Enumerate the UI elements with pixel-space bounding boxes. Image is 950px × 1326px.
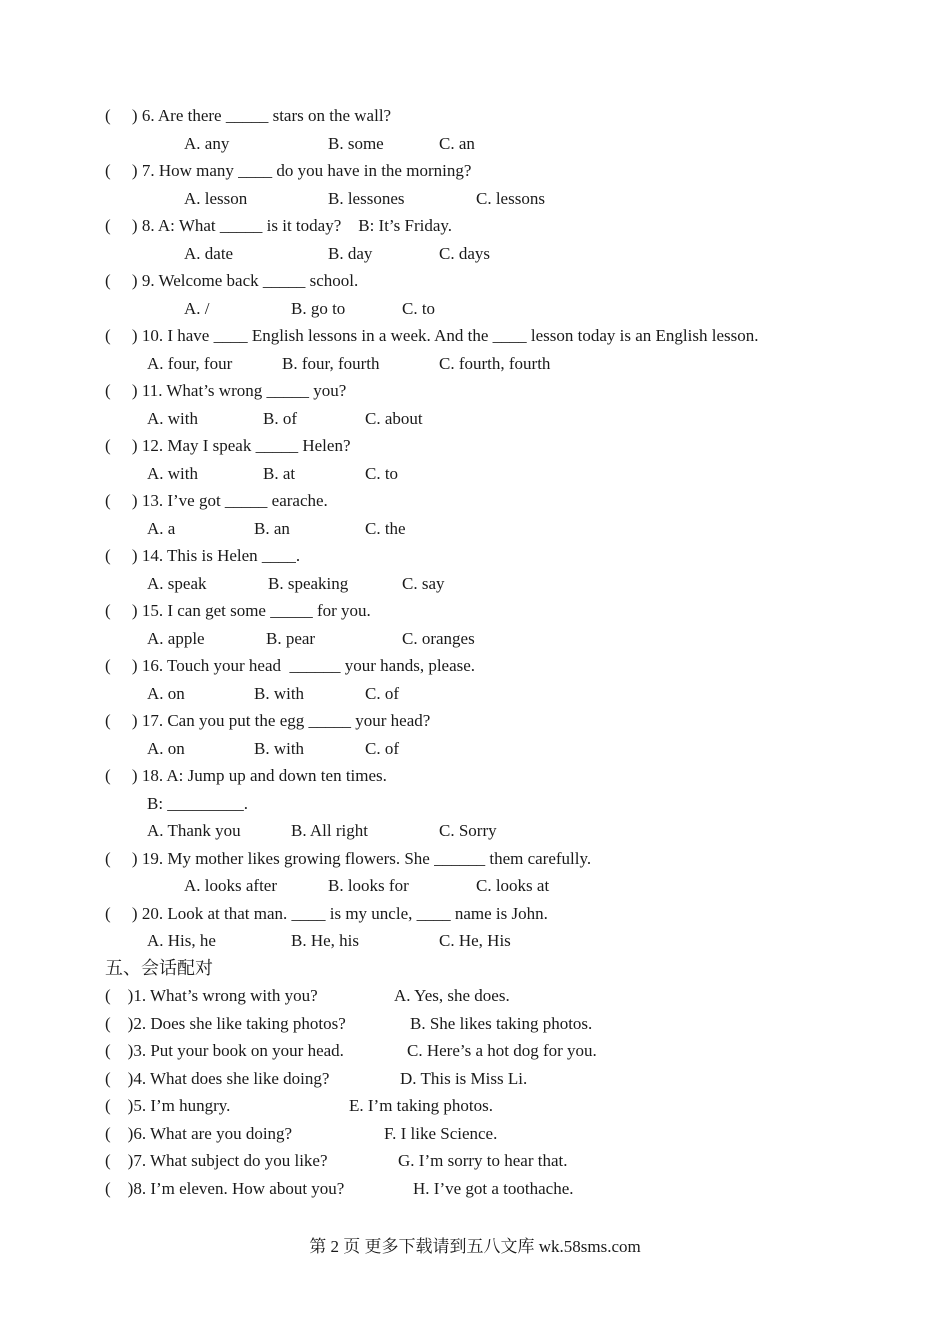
match-answer-c: C. Here’s a hot dog for you. (407, 1041, 597, 1060)
option-a: A. on (147, 739, 185, 758)
option-b: B. day (328, 244, 373, 263)
option-b: B. some (328, 134, 384, 153)
question-20: ( ) 20. Look at that man. ____ is my uncle, ____ name is John. (105, 904, 548, 923)
options-6 (0, 133, 950, 155)
option-c: C. days (439, 244, 490, 263)
match-answer-g: G. I’m sorry to hear that. (398, 1151, 568, 1170)
option-c: C. Sorry (439, 821, 497, 840)
options-10 (0, 353, 950, 375)
question-15: ( ) 15. I can get some _____ for you. (105, 601, 371, 620)
option-b: B. at (263, 464, 296, 483)
option-b: B. of (263, 409, 297, 428)
option-b: B. pear (266, 629, 316, 648)
page-footer: 第 2 页 更多下载请到五八文库 wk.58sms.com (309, 1237, 641, 1256)
question-8: ( ) 8. A: What _____ is it today? B: It’s Friday. (105, 216, 453, 235)
option-a: A. looks after (184, 876, 278, 895)
options-13 (0, 518, 950, 540)
option-c: C. fourth, fourth (439, 354, 551, 373)
match-question-4: ( )4. What does she like doing? (105, 1069, 330, 1088)
question-19: ( ) 19. My mother likes growing flowers. She ______ them carefully. (105, 849, 592, 868)
option-c: C. to (402, 299, 436, 318)
question-7: ( ) 7. How many ____ do you have in the morning? (105, 161, 472, 180)
option-b: B. speaking (268, 574, 349, 593)
option-c: C. looks at (476, 876, 550, 895)
option-a: A. / (184, 299, 210, 318)
option-c: C. about (365, 409, 423, 428)
question-18: ( ) 18. A: Jump up and down ten times. (105, 766, 387, 785)
options-7 (0, 188, 950, 210)
option-b: B. All right (291, 821, 368, 840)
option-c: C. the (365, 519, 406, 538)
options-16 (0, 683, 950, 705)
option-c: C. lessons (476, 189, 545, 208)
option-b: B. with (254, 739, 305, 758)
match-answer-b: B. She likes taking photos. (410, 1014, 593, 1033)
options-18 (0, 820, 950, 842)
options-14 (0, 573, 950, 595)
match-question-6: ( )6. What are you doing? (105, 1124, 293, 1143)
option-b: B. go to (291, 299, 346, 318)
option-a: A. four, four (147, 354, 233, 373)
option-b: B. lessones (328, 189, 405, 208)
question-12: ( ) 12. May I speak _____ Helen? (105, 436, 351, 455)
options-8 (0, 243, 950, 265)
option-c: C. an (439, 134, 475, 153)
question-9: ( ) 9. Welcome back _____ school. (105, 271, 359, 290)
options-17 (0, 738, 950, 760)
match-answer-f: F. I like Science. (384, 1124, 498, 1143)
option-b: B. He, his (291, 931, 359, 950)
question-13: ( ) 13. I’ve got _____ earache. (105, 491, 328, 510)
option-a: A. with (147, 409, 198, 428)
match-question-2: ( )2. Does she like taking photos? (105, 1014, 346, 1033)
option-c: C. of (365, 684, 399, 703)
option-b: B. with (254, 684, 305, 703)
match-answer-h: H. I’ve got a toothache. (413, 1179, 574, 1198)
question-17: ( ) 17. Can you put the egg _____ your head? (105, 711, 431, 730)
match-question-7: ( )7. What subject do you like? (105, 1151, 328, 1170)
option-b: B. an (254, 519, 290, 538)
options-20 (0, 930, 950, 952)
option-a: A. His, he (147, 931, 216, 950)
section-heading: 五、会话配对 (105, 958, 213, 979)
option-c: C. of (365, 739, 399, 758)
match-answer-d: D. This is Miss Li. (400, 1069, 528, 1088)
question-6: ( ) 6. Are there _____ stars on the wall? (105, 106, 392, 125)
option-a: A. a (147, 519, 176, 538)
question-10: ( ) 10. I have ____ English lessons in a week. And the ____ lesson today is an English lesson. (105, 326, 759, 345)
options-15 (0, 628, 950, 650)
options-11 (0, 408, 950, 430)
options-9 (0, 298, 950, 320)
option-a: A. on (147, 684, 185, 703)
match-answer-a: A. Yes, she does. (394, 986, 510, 1005)
option-b: B. looks for (328, 876, 409, 895)
question-14: ( ) 14. This is Helen ____. (105, 546, 301, 565)
option-a: A. lesson (184, 189, 248, 208)
option-a: A. with (147, 464, 198, 483)
match-question-1: ( )1. What’s wrong with you? (105, 986, 318, 1005)
option-a: A. Thank you (147, 821, 241, 840)
option-c: C. oranges (402, 629, 475, 648)
option-a: A. date (184, 244, 234, 263)
reply-18: B: _________. (147, 794, 249, 813)
match-question-8: ( )8. I’m eleven. How about you? (105, 1179, 345, 1198)
match-answer-e: E. I’m taking photos. (349, 1096, 494, 1115)
option-c: C. to (365, 464, 399, 483)
question-16: ( ) 16. Touch your head ______ your hands, please. (105, 656, 476, 675)
option-c: C. He, His (439, 931, 511, 950)
option-b: B. four, fourth (282, 354, 380, 373)
options-19 (0, 875, 950, 897)
option-a: A. apple (147, 629, 205, 648)
match-question-3: ( )3. Put your book on your head. (105, 1041, 344, 1060)
question-11: ( ) 11. What’s wrong _____ you? (105, 381, 347, 400)
option-a: A. any (184, 134, 230, 153)
match-question-5: ( )5. I’m hungry. (105, 1096, 231, 1115)
option-c: C. say (402, 574, 445, 593)
option-a: A. speak (147, 574, 207, 593)
options-12 (0, 463, 950, 485)
